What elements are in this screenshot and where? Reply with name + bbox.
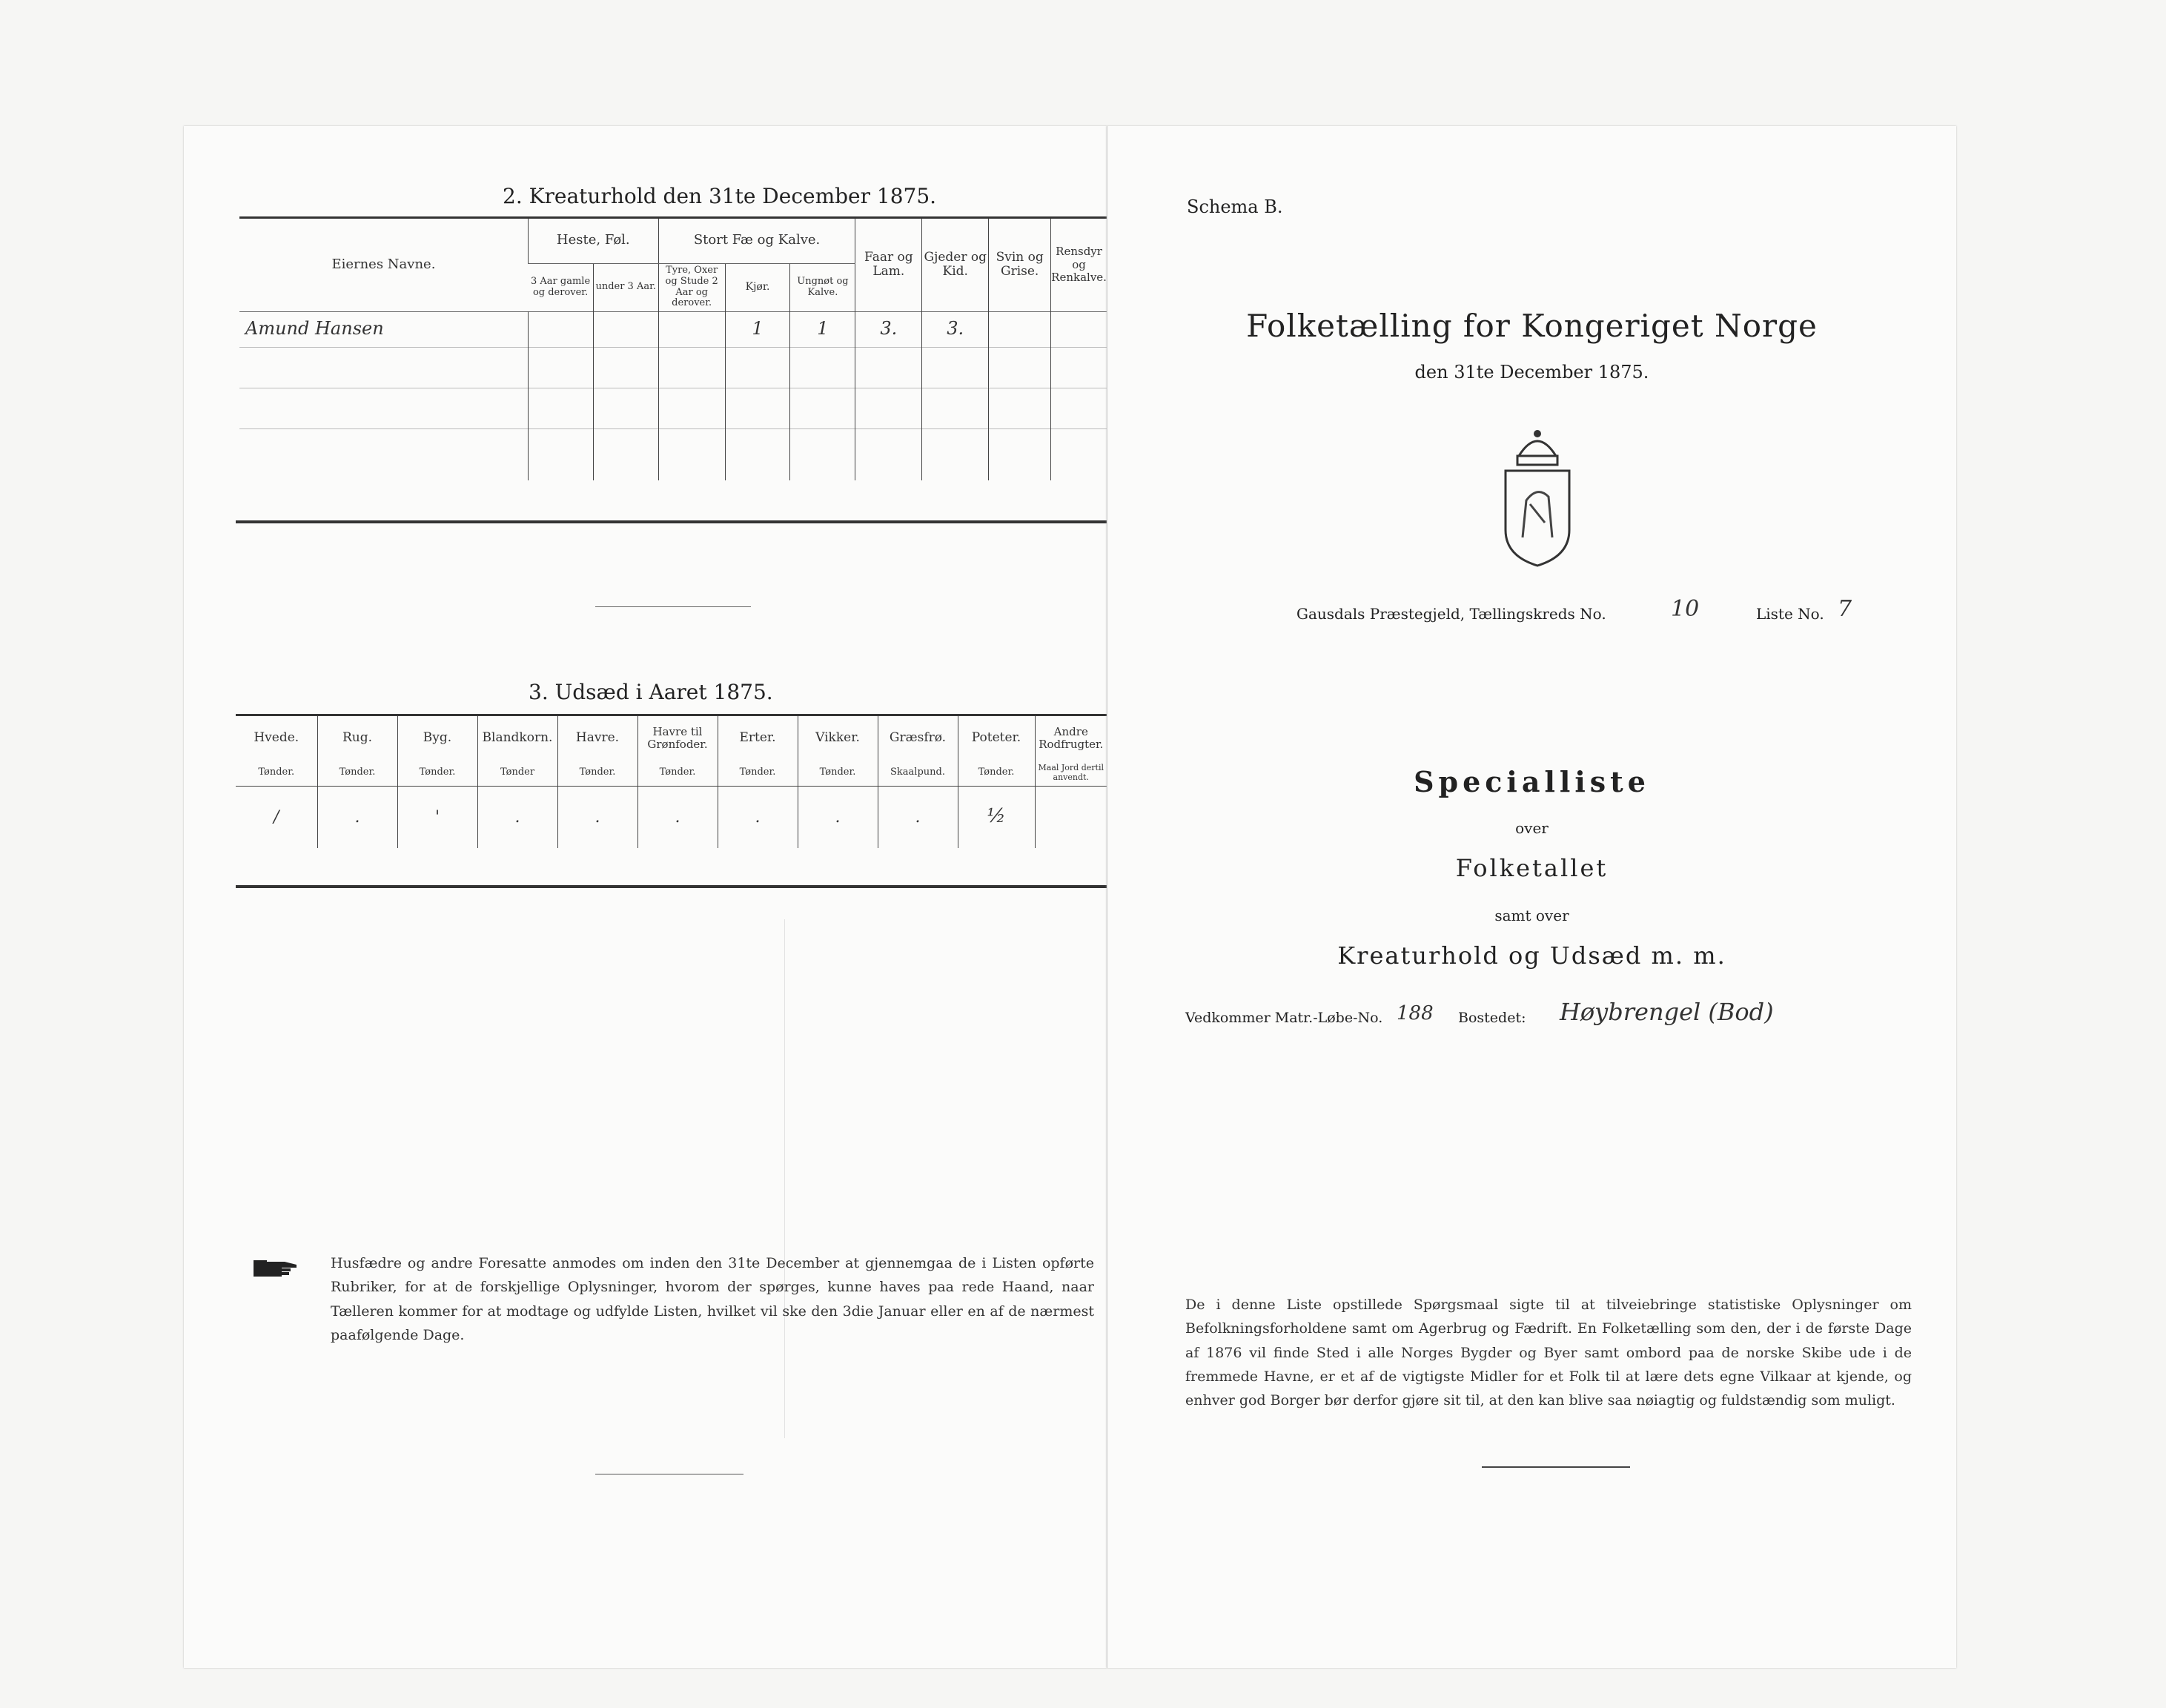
liste-label: Liste No. — [1756, 605, 1824, 623]
kreaturhold-heading: Kreaturhold og Udsæd m. m. — [1337, 941, 1726, 970]
matr-label: Vedkommer Matr.-Løbe-No. — [1185, 1010, 1383, 1026]
col-heste-young: under 3 Aar. — [593, 263, 658, 311]
document-date: den 31te December 1875. — [1414, 362, 1649, 383]
owner-name: Amund Hansen — [245, 318, 384, 340]
closing-rule — [1482, 1466, 1630, 1468]
intro-paragraph: De i denne Liste opstillede Spørgsmaal sigte til at tilveiebringe statistiske Oplysninger om Befolkningsforholdene samt om Agerbrug og Fædrift. En Folketælling som den, der i de første Dage af 1876 vil finde Sted i alle Norges Bygder og Byer samt ombord paa de norske Skibe ude i de fremmede Havne, er et af de vigtigste Midler for et Folk til at lære dets egne Vilkaar at kjende, og enhver god Borger bør derfor gjøre sit til, at den kan blive saa nøiagtig og fuldstændig som muligt. — [1185, 1297, 1912, 1409]
kreds-number: 10 — [1671, 596, 1700, 622]
matr-number: 188 — [1397, 1002, 1434, 1025]
table-cell — [1051, 311, 1107, 347]
table-cell — [1035, 786, 1107, 848]
table-row — [239, 347, 1107, 388]
faint-guide-line — [784, 919, 785, 1438]
unit-label: Tønder. — [258, 767, 295, 778]
table-cell: . — [878, 786, 958, 848]
samt-over-label: samt over — [1494, 907, 1569, 924]
document-title: Folketælling for Kongeriget Norge — [1246, 308, 1818, 344]
prestegjeld-label: Gausdals Præstegjeld, Tællingskreds No. — [1296, 605, 1606, 623]
col-erter: Erter. — [718, 716, 798, 761]
unit-label: Tønder. — [637, 761, 718, 786]
table-cell: 3. — [922, 311, 989, 347]
table-cell: . — [798, 786, 878, 848]
unit-label: Tønder. — [718, 761, 798, 786]
col-havre-gronfoder: Havre til Grønfoder. — [637, 716, 718, 761]
folketallet-heading: Folketallet — [1455, 854, 1609, 882]
pointing-hand-icon — [252, 1256, 304, 1281]
table-cell: 1 — [790, 311, 855, 347]
specialliste-heading: Specialliste — [1414, 765, 1650, 798]
table-cell — [989, 311, 1051, 347]
over-label: over — [1515, 819, 1549, 837]
table-row — [239, 311, 1107, 347]
col-poteter: Poteter. — [958, 716, 1035, 761]
table-cell: / — [274, 807, 279, 827]
table-row — [239, 428, 1107, 480]
col-byg: Byg. — [397, 716, 477, 761]
unit-label: Tønder. — [317, 761, 397, 786]
col-rensdyr: Rensdyr og Renkalve. — [1051, 219, 1107, 311]
col-havre: Havre. — [557, 716, 637, 761]
col-svin: Svin og Grise. — [989, 219, 1051, 311]
section2-bottom-rule — [236, 520, 1107, 523]
stort-fae-group-header: Stort Fæ og Kalve. — [658, 219, 855, 263]
table-cell: . — [637, 786, 718, 848]
unit-label: Tønder — [477, 761, 557, 786]
section3-bottom-rule — [236, 885, 1107, 888]
bosted-value: Høybrengel (Bod) — [1560, 998, 1774, 1026]
table-row — [236, 786, 1107, 848]
right-page — [1107, 126, 1956, 1668]
unit-label: Tønder. — [798, 761, 878, 786]
col-vikker: Vikker. — [798, 716, 878, 761]
table-cell — [528, 311, 593, 347]
table-cell: 3. — [855, 311, 922, 347]
heste-group-header: Heste, Føl. — [528, 219, 658, 263]
schema-label: Schema B. — [1187, 196, 1283, 217]
table-cell — [593, 311, 658, 347]
table-cell: . — [557, 786, 637, 848]
liste-number: 7 — [1838, 596, 1852, 622]
col-heste-old: 3 Aar gamle og derover. — [531, 275, 591, 298]
unit-label: Tønder. — [958, 761, 1035, 786]
divider-line — [595, 606, 751, 607]
table-cell: . — [718, 786, 798, 848]
table-cell: 1 — [725, 311, 790, 347]
unit-label: Maal Jord dertil anvendt. — [1035, 761, 1107, 786]
col-tyre: Tyre, Oxer og Stude 2 Aar og derover. — [658, 263, 725, 311]
bosted-label: Bostedet: — [1458, 1010, 1526, 1026]
owner-column-header: Eiernes Navne. — [331, 256, 436, 272]
table-cell: . — [477, 786, 557, 848]
table-cell: . — [317, 786, 397, 848]
section2-table — [239, 219, 1107, 480]
notice-text: Husfædre og andre Foresatte anmodes om inden den 31te December at gjennemgaa de i Listen opførte Rubriker, for at de forskjellige Oplysninger, hvorom der spørges, kunne haves paa rede Haand, naar Tælleren kommer for at modtage og udfylde Listen, hvilket vil ske den 3die Januar eller en af de nærmest paafølgende Dage. — [331, 1255, 1094, 1343]
section3-title: 3. Udsæd i Aaret 1875. — [529, 680, 773, 704]
table-cell — [658, 311, 725, 347]
table-cell: ' — [397, 786, 477, 848]
section2-title: 2. Kreaturhold den 31te December 1875. — [503, 184, 937, 208]
col-gjeder: Gjeder og Kid. — [922, 219, 989, 311]
col-blandkorn: Blandkorn. — [477, 716, 557, 761]
col-graesfro: Græsfrø. — [878, 716, 958, 761]
coat-of-arms-icon — [1497, 426, 1578, 567]
unit-label: Skaalpund. — [878, 761, 958, 786]
col-kjor: Kjør. — [725, 263, 790, 311]
col-rug: Rug. — [317, 716, 397, 761]
table-row — [239, 388, 1107, 428]
table-cell: ½ — [958, 786, 1035, 848]
left-page — [184, 126, 1107, 1668]
unit-label: Tønder. — [557, 761, 637, 786]
unit-label: Tønder. — [397, 761, 477, 786]
col-faar: Faar og Lam. — [855, 219, 922, 311]
col-ungnot: Ungnøt og Kalve. — [790, 263, 855, 311]
section3-table — [236, 716, 1107, 848]
col-andre-rodfrugter: Andre Rodfrugter. — [1035, 716, 1107, 761]
col-hvede: Hvede. — [254, 730, 299, 746]
